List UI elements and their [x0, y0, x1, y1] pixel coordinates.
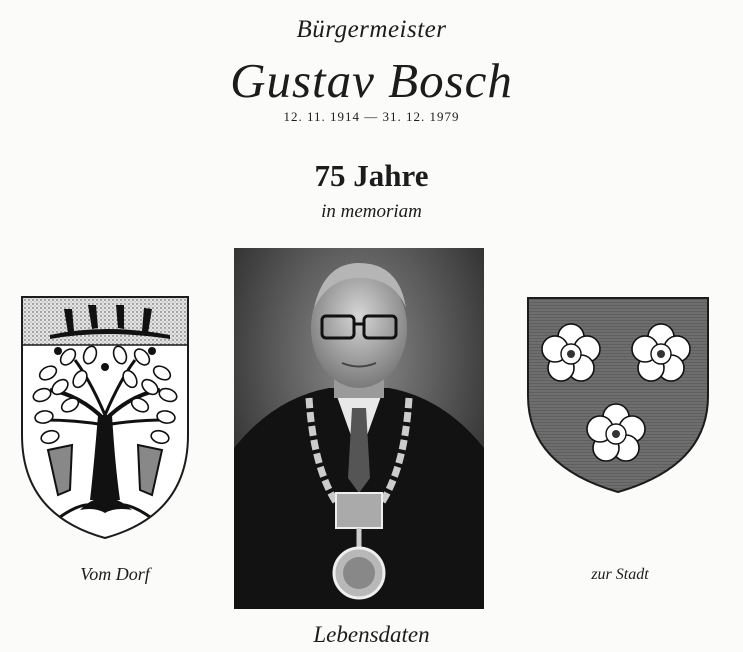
three-roses-crest-icon: [526, 296, 710, 494]
tree-crest-icon: [20, 295, 190, 540]
mayor-title: Bürgermeister: [296, 16, 447, 43]
caption-left: Vom Dorf: [80, 564, 150, 584]
portrait-photo: [234, 248, 484, 609]
caption-right: zur Stadt: [591, 566, 649, 583]
anniversary-subtitle: in memoriam: [321, 201, 422, 222]
life-dates: 12. 11. 1914 — 31. 12. 1979: [283, 109, 460, 124]
anniversary-title: 75 Jahre: [314, 158, 429, 193]
person-name: Gustav Bosch: [230, 53, 513, 108]
footer-label: Lebensdaten: [313, 622, 430, 647]
